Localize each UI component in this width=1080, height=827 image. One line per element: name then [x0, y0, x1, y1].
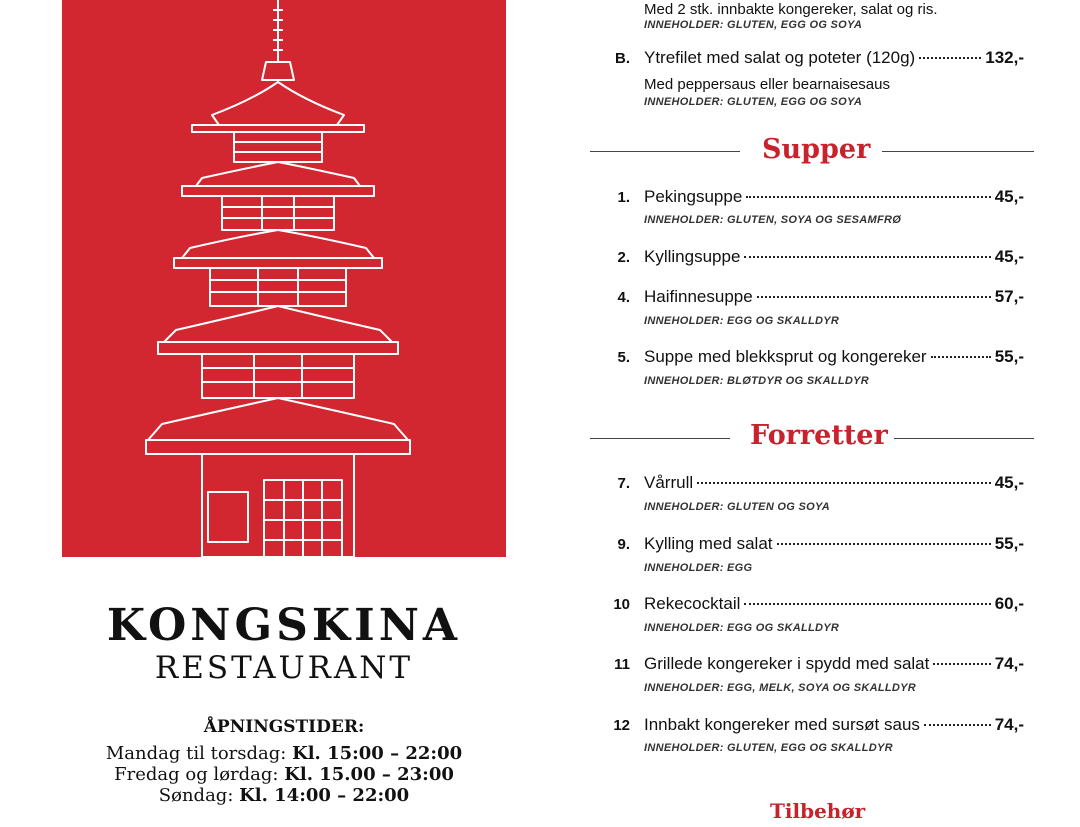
- item-description: Med peppersaus eller bearnaisesaus: [644, 76, 890, 93]
- item-price: 57,-: [994, 287, 1024, 306]
- dot-leader: [924, 723, 991, 726]
- menu-item-b: [644, 47, 1024, 69]
- item-price: 60,-: [994, 594, 1024, 613]
- item-allergen: INNEHOLDER: GLUTEN, EGG OG SKALLDYR: [644, 742, 893, 754]
- item-number: 1.: [617, 189, 630, 206]
- item-a-allergen: INNEHOLDER: GLUTEN, EGG OG SOYA: [644, 19, 863, 31]
- hours-days: Søndag:: [158, 785, 234, 806]
- menu-item: [644, 653, 1024, 675]
- item-name: Vårrull: [644, 473, 694, 492]
- hours-days: Fredag og lørdag:: [114, 764, 279, 785]
- item-name: Ytrefilet med salat og poteter (120g): [644, 48, 916, 67]
- hours-line: [62, 764, 506, 786]
- menu-item: [644, 533, 1024, 555]
- item-number: 7.: [617, 475, 630, 492]
- section-title-tilbehor: Tilbehør: [770, 799, 866, 823]
- item-number: 5.: [617, 349, 630, 366]
- item-allergen: INNEHOLDER: EGG OG SKALLDYR: [644, 315, 840, 327]
- item-price: 74,-: [994, 654, 1024, 673]
- item-price: 132,-: [985, 48, 1024, 67]
- item-name: Haifinnesuppe: [644, 287, 753, 306]
- menu-item: [644, 186, 1024, 208]
- item-price: 45,-: [994, 247, 1024, 266]
- item-number: 2.: [617, 249, 630, 266]
- section-divider: [590, 438, 730, 439]
- item-allergen: INNEHOLDER: EGG: [644, 562, 753, 574]
- dot-leader: [919, 56, 981, 59]
- item-allergen: INNEHOLDER: EGG, MELK, SOYA OG SKALLDYR: [644, 682, 917, 694]
- item-name: Kylling med salat: [644, 534, 773, 553]
- menu-item: [644, 593, 1024, 615]
- dot-leader: [697, 481, 991, 484]
- menu-item: [644, 286, 1024, 308]
- hours-time: Kl. 15:00 – 22:00: [292, 743, 463, 764]
- item-allergen: INNEHOLDER: GLUTEN, SOYA OG SESAMFRØ: [644, 214, 902, 226]
- menu-item: [644, 246, 1024, 268]
- menu-item: [644, 346, 1024, 368]
- item-name: Kyllingsuppe: [644, 247, 741, 266]
- item-name: Pekingsuppe: [644, 187, 743, 206]
- item-number: 4.: [617, 289, 630, 306]
- item-number: 10: [613, 596, 630, 613]
- dot-leader: [757, 295, 991, 298]
- item-allergen: INNEHOLDER: BLØTDYR OG SKALLDYR: [644, 375, 870, 387]
- dot-leader: [931, 355, 991, 358]
- dot-leader: [744, 255, 990, 258]
- hours-time: Kl. 15.00 – 23:00: [284, 764, 454, 785]
- item-name: Suppe med blekksprut og kongereker: [644, 347, 927, 366]
- item-allergen: INNEHOLDER: GLUTEN OG SOYA: [644, 501, 831, 513]
- item-price: 55,-: [994, 347, 1024, 366]
- item-number: 9.: [617, 536, 630, 553]
- item-price: 74,-: [994, 715, 1024, 734]
- item-name: Rekecocktail: [644, 594, 741, 613]
- item-name: Innbakt kongereker med sursøt saus: [644, 715, 920, 734]
- hours-days: Mandag til torsdag:: [105, 743, 287, 764]
- section-divider: [882, 151, 1034, 152]
- item-price: 55,-: [994, 534, 1024, 553]
- item-name: Grillede kongereker i spydd med salat: [644, 654, 930, 673]
- hours-title: ÅPNINGSTIDER:: [203, 717, 365, 737]
- brand-subtitle: RESTAURANT: [154, 650, 414, 686]
- item-price: 45,-: [994, 187, 1024, 206]
- menu-item: [644, 714, 1024, 736]
- item-allergen: INNEHOLDER: EGG OG SKALLDYR: [644, 622, 840, 634]
- dot-leader: [746, 195, 990, 198]
- section-divider: [590, 151, 740, 152]
- item-allergen: INNEHOLDER: GLUTEN, EGG OG SOYA: [644, 96, 863, 108]
- hours-line: [62, 785, 506, 807]
- dot-leader: [744, 602, 990, 605]
- dot-leader: [933, 662, 990, 665]
- section-title-supper: Supper: [762, 134, 871, 165]
- menu-item: [644, 472, 1024, 494]
- item-price: 45,-: [994, 473, 1024, 492]
- item-a-description: Med 2 stk. innbakte kongereker, salat og ris.: [644, 1, 938, 18]
- hours-time: Kl. 14:00 – 22:00: [239, 785, 410, 806]
- item-number: 12: [613, 717, 630, 734]
- section-divider: [894, 438, 1034, 439]
- dot-leader: [777, 542, 991, 545]
- item-number: B.: [615, 50, 630, 67]
- item-number: 11: [614, 656, 630, 673]
- pagoda-illustration: [62, 0, 506, 557]
- section-title-forretter: Forretter: [750, 420, 888, 451]
- hours-line: [62, 743, 506, 765]
- poster-panel: [62, 0, 506, 557]
- brand-name: KONGSKINA: [106, 600, 462, 651]
